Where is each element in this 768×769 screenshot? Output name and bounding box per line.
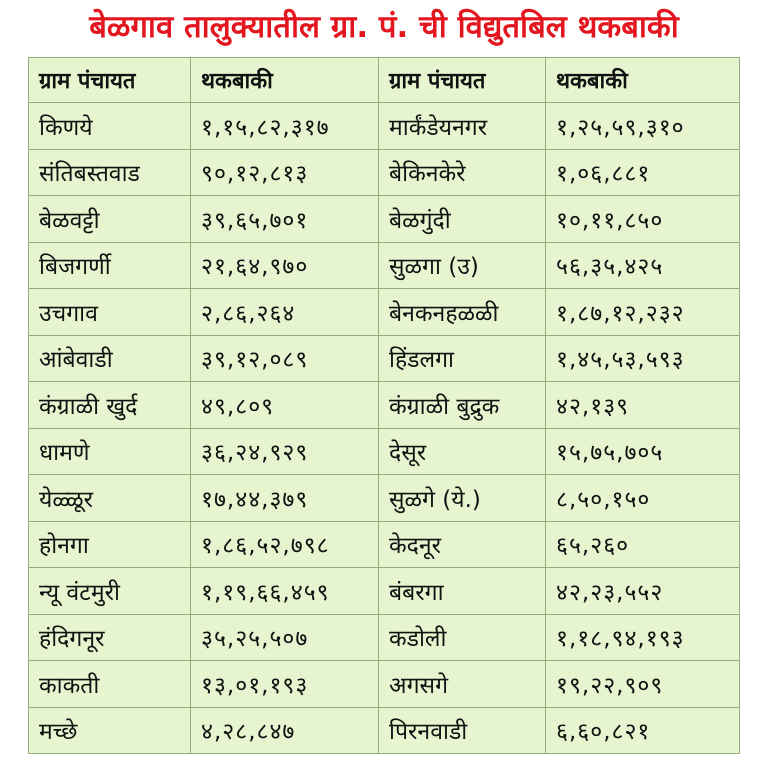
arrears-amount: १,८७,१२,२३२ — [546, 289, 740, 336]
arrears-amount: २१,६४,९७० — [191, 242, 379, 289]
panchayat-name: देसूर — [379, 428, 546, 475]
table-row — [29, 289, 740, 336]
arrears-amount: ३९,६५,७०१ — [191, 196, 379, 243]
arrears-amount: १३,०१,१९३ — [191, 661, 379, 708]
panchayat-name: मच्छे — [29, 707, 191, 754]
panchayat-name: संतिबस्तवाड — [29, 149, 191, 196]
arrears-amount: ६,६०,८२१ — [546, 707, 740, 754]
arrears-amount: १७,४४,३७९ — [191, 475, 379, 522]
panchayat-name: बेळवट्टी — [29, 196, 191, 243]
arrears-amount: १९,२२,९०९ — [546, 661, 740, 708]
table-row — [29, 614, 740, 661]
panchayat-name: उचगाव — [29, 289, 191, 336]
header-row — [29, 58, 740, 103]
arrears-amount: १,८६,५२,७९८ — [191, 521, 379, 568]
table-body — [29, 103, 740, 754]
header-gram-panchayat-right: ग्राम पंचायत — [379, 58, 546, 103]
table-row — [29, 196, 740, 243]
panchayat-name: येळ्ळूर — [29, 475, 191, 522]
panchayat-name: बेनकनहळळी — [379, 289, 546, 336]
arrears-amount: ६५,२६० — [546, 521, 740, 568]
arrears-amount: १०,११,८५० — [546, 196, 740, 243]
arrears-amount: १,१९,६६,४५९ — [191, 568, 379, 615]
panchayat-name: हंदिगनूर — [29, 614, 191, 661]
panchayat-name: हिंडलगा — [379, 335, 546, 382]
arrears-amount: ८,५०,१५० — [546, 475, 740, 522]
table-row — [29, 661, 740, 708]
arrears-amount: ३९,१२,०८९ — [191, 335, 379, 382]
panchayat-name: अगसगे — [379, 661, 546, 708]
table-row — [29, 149, 740, 196]
panchayat-name: आंबेवाडी — [29, 335, 191, 382]
arrears-amount: १,४५,५३,५९३ — [546, 335, 740, 382]
arrears-amount: ५६,३५,४२५ — [546, 242, 740, 289]
panchayat-name: सुळगा (उ) — [379, 242, 546, 289]
table-header — [29, 58, 740, 103]
panchayat-name: बिजगर्णी — [29, 242, 191, 289]
panchayat-name: पिरनवाडी — [379, 707, 546, 754]
panchayat-name: सुळगे (ये.) — [379, 475, 546, 522]
arrears-amount: ९०,१२,८१३ — [191, 149, 379, 196]
header-arrears-left: थकबाकी — [191, 58, 379, 103]
panchayat-name: काकती — [29, 661, 191, 708]
page-title: बेळगाव तालुक्यातील ग्रा. पं. ची विद्युतबिल थकबाकी — [89, 9, 679, 45]
arrears-amount: २,८६,२६४ — [191, 289, 379, 336]
panchayat-name: धामणे — [29, 428, 191, 475]
table-row — [29, 242, 740, 289]
panchayat-name: बंबरगा — [379, 568, 546, 615]
table-row — [29, 103, 740, 150]
panchayat-name: कडोली — [379, 614, 546, 661]
panchayat-name: मार्कंडेयनगर — [379, 103, 546, 150]
table-row — [29, 475, 740, 522]
table-row — [29, 382, 740, 429]
panchayat-name: कंग्राळी खुर्द — [29, 382, 191, 429]
panchayat-name: कंग्राळी बुद्रुक — [379, 382, 546, 429]
table-row — [29, 335, 740, 382]
arrears-amount: १,१८,९४,१९३ — [546, 614, 740, 661]
header-arrears-right: थकबाकी — [546, 58, 740, 103]
panchayat-name: न्यू वंटमुरी — [29, 568, 191, 615]
panchayat-name: बेकिनकेरे — [379, 149, 546, 196]
table-row — [29, 428, 740, 475]
panchayat-name: किणये — [29, 103, 191, 150]
panchayat-name: बेळगुंदी — [379, 196, 546, 243]
panchayat-name: केदनूर — [379, 521, 546, 568]
arrears-amount: ३६,२४,९२९ — [191, 428, 379, 475]
arrears-amount: ४२,२३,५५२ — [546, 568, 740, 615]
arrears-amount: ४,२८,८४७ — [191, 707, 379, 754]
table-row — [29, 707, 740, 754]
arrears-table — [28, 57, 740, 754]
arrears-amount: ३५,२५,५०७ — [191, 614, 379, 661]
arrears-amount: ४९,८०९ — [191, 382, 379, 429]
table-row — [29, 521, 740, 568]
arrears-amount: १५,७५,७०५ — [546, 428, 740, 475]
arrears-amount: १,२५,५९,३१० — [546, 103, 740, 150]
arrears-amount: ४२,१३९ — [546, 382, 740, 429]
arrears-amount: १,०६,८८१ — [546, 149, 740, 196]
header-gram-panchayat-left: ग्राम पंचायत — [29, 58, 191, 103]
panchayat-name: होनगा — [29, 521, 191, 568]
arrears-amount: १,१५,८२,३१७ — [191, 103, 379, 150]
table-row — [29, 568, 740, 615]
